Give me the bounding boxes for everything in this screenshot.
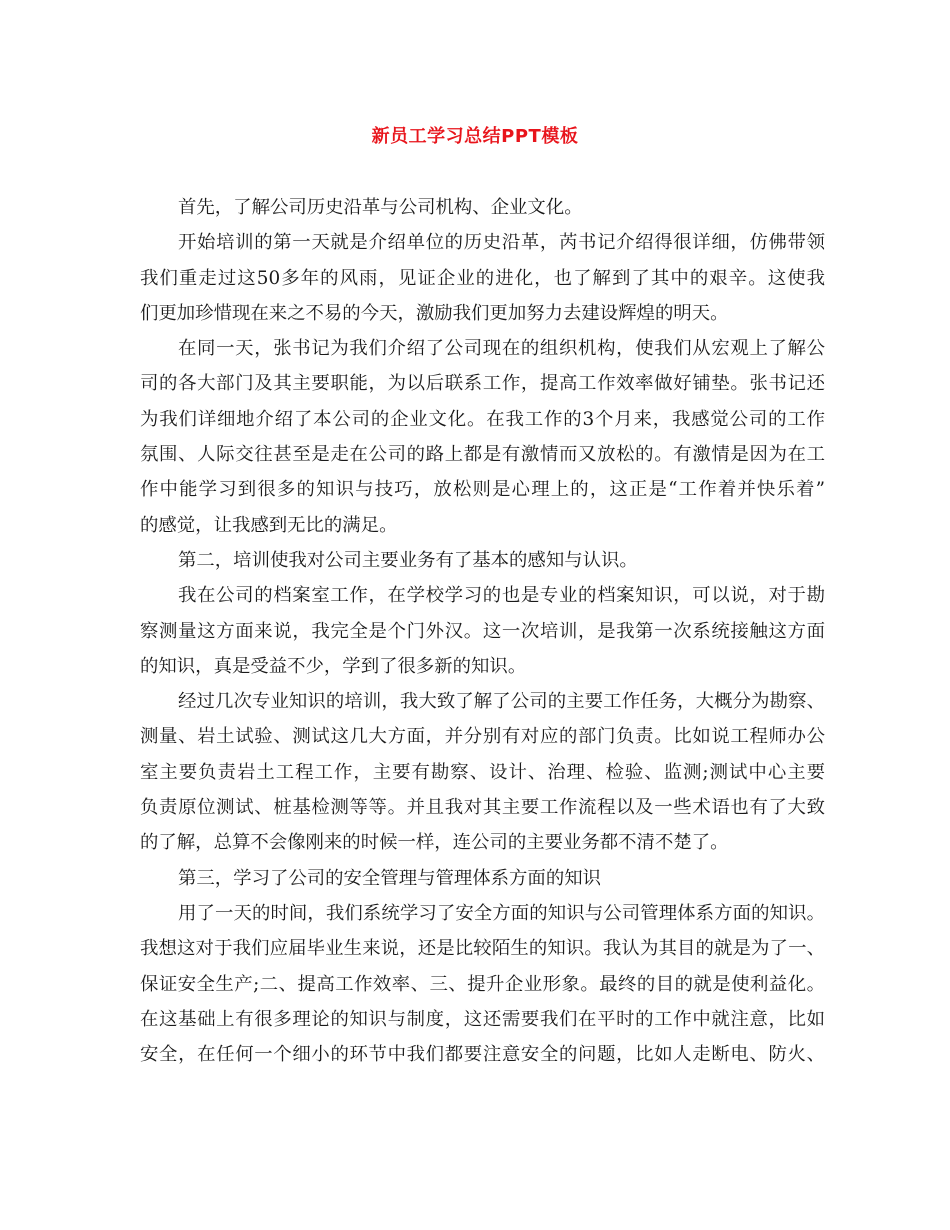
text-line: 负责原位测试、桩基检测等等。并且我对其主要工作流程以及一些术语也有了大致 [140, 797, 825, 819]
text-line: 我在公司的档案室工作，在学校学习的也是专业的档案知识，可以说，对于勘 [178, 585, 825, 607]
text-line: 我们重走过这50多年的风雨，见证企业的进化，也了解到了其中的艰辛。这使我 [140, 267, 825, 289]
text-line: 开始培训的第一天就是介绍单位的历史沿革，芮书记介绍得很详细，仿佛带领 [178, 232, 825, 254]
text-line: 们更加珍惜现在来之不易的今天，激励我们更加努力去建设辉煌的明天。 [140, 302, 729, 324]
text-line: 我想这对于我们应届毕业生来说，还是比较陌生的知识。我认为其目的就是为了一、 [140, 938, 825, 960]
text-line: 作中能学习到很多的知识与技巧，放松则是心理上的，这正是“工作着并快乐着” [140, 479, 825, 501]
text-line: 安全，在任何一个细小的环节中我们都要注意安全的问题，比如人走断电、防火、 [140, 1044, 825, 1066]
text-line: 第二，培训使我对公司主要业务有了基本的感知与认识。 [178, 549, 638, 571]
text-line: 室主要负责岩土工程工作，主要有勘察、设计、治理、检验、监测;测试中心主要 [140, 761, 825, 783]
text-line: 察测量这方面来说，我完全是个门外汉。这一次培训，是我第一次系统接触这方面 [140, 620, 825, 642]
text-line: 首先，了解公司历史沿革与公司机构、企业文化。 [178, 197, 583, 218]
text-line: 测量、岩土试验、测试这几大方面，并分别有对应的部门负责。比如说工程师办公 [140, 726, 825, 748]
document-title: 新员工学习总结PPT模板 [371, 126, 579, 147]
text-line: 用了一天的时间，我们系统学习了安全方面的知识与公司管理体系方面的知识。 [178, 902, 825, 924]
document-body [140, 190, 825, 1072]
text-line: 在这基础上有很多理论的知识与制度，这还需要我们在平时的工作中就注意，比如 [140, 1008, 825, 1030]
text-line: 在同一天，张书记为我们介绍了公司现在的组织机构，使我们从宏观上了解公 [178, 338, 825, 360]
text-line: 第三，学习了公司的安全管理与管理体系方面的知识 [178, 867, 601, 889]
text-line: 的知识，真是受益不少，学到了很多新的知识。 [140, 655, 527, 677]
text-line: 经过几次专业知识的培训，我大致了解了公司的主要工作任务，大概分为勘察、 [178, 691, 825, 713]
text-line: 司的各大部门及其主要职能，为以后联系工作，提高工作效率做好铺垫。张书记还 [140, 373, 825, 395]
text-line: 的感觉，让我感到无比的满足。 [140, 514, 398, 536]
text-line: 的了解，总算不会像刚来的时候一样，连公司的主要业务都不清不楚了。 [140, 832, 729, 854]
text-line: 为我们详细地介绍了本公司的企业文化。在我工作的3个月来，我感觉公司的工作 [140, 408, 825, 430]
text-line: 保证安全生产;二、提高工作效率、三、提升企业形象。最终的目的就是使利益化。 [140, 973, 825, 995]
text-line: 氛围、人际交往甚至是走在公司的路上都是有激情而又放松的。有激情是因为在工 [140, 444, 825, 466]
